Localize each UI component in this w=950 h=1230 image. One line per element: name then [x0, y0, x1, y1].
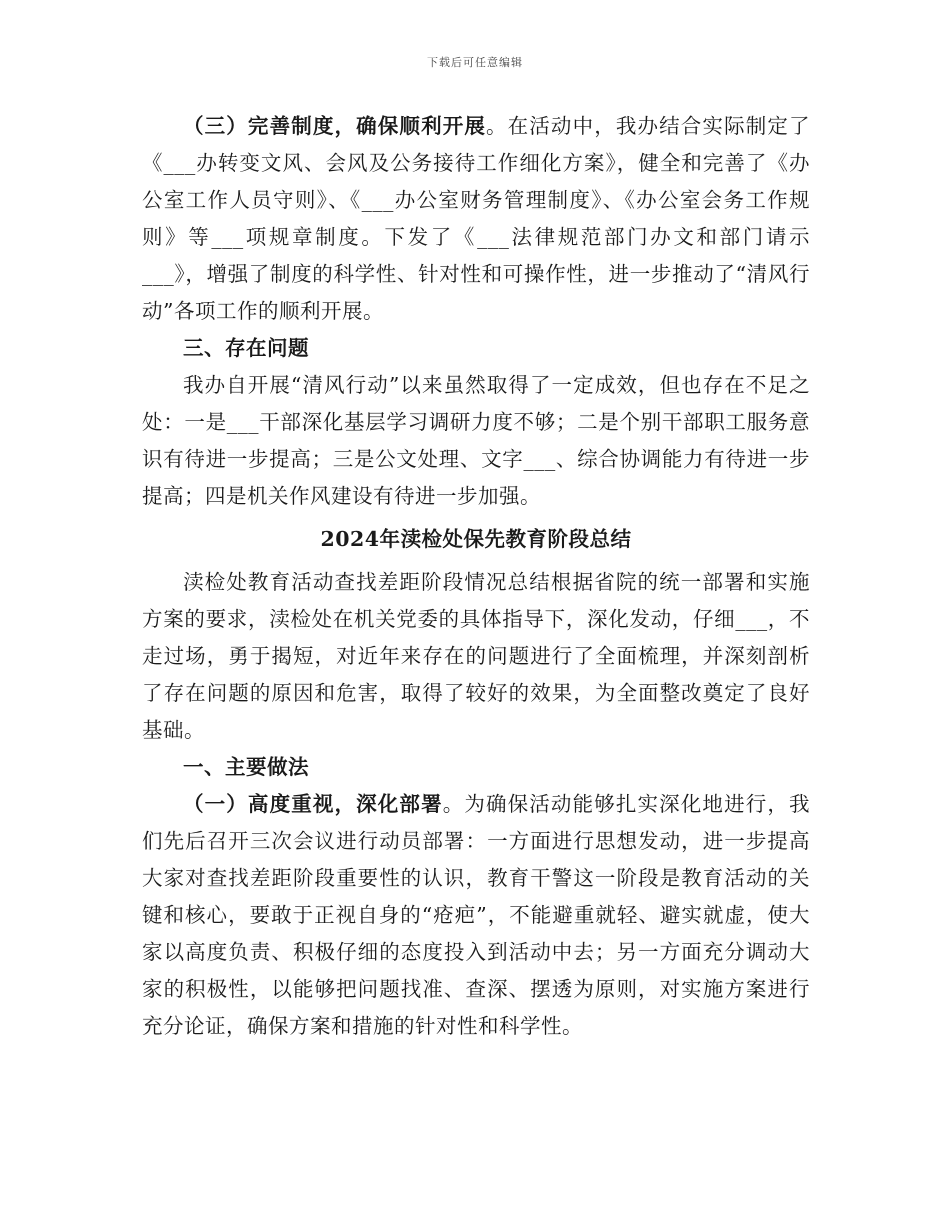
- paragraph-deployment: [142, 786, 810, 1045]
- paragraph-text: 。为确保活动能够扎实深化地进行，我们先后召开三次会议进行动员部署：一方面进行思想发动，进一步提高大家对查找差距阶段重要性的认识，教育干警这一阶段是教育活动的关键和核心，要敢于正视自身的“疮疤”，不能避重就轻、避实就虚，使大家以高度负责、积极仔细的态度投入到活动中去；另一方面充分调动大家的积极性，以能够把问题找准、查深、摆透为原则，对实施方案进行充分论证，确保方案和措施的针对性和科学性。: [142, 792, 811, 1038]
- paragraph-intro: 渎检处教育活动查找差距阶段情况总结根据省院的统一部署和实施方案的要求，渎检处在机关党委的具体指导下，深化发动，仔细___，不走过场，勇于揭短，对近年来存在的问题进行了全面梳理，并深刻剖析了存在问题的原因和危害，取得了较好的效果，为全面整改奠定了良好基础。: [142, 570, 810, 742]
- paragraph-lead: （三）完善制度，确保顺利开展: [183, 114, 486, 138]
- paragraph-text: 。在活动中，我办结合实际制定了《___办转变文风、会风及公务接待工作细化方案》，健全和完善了《办公室工作人员守则》、《___办公室财务管理制度》、《办公室会务工作规则》等___项规章制度。下发了《___法律规范部门办文和部门请示___》，增强了制度的科学性、针对性和可操作性，进一步推动了“清风行动”各项工作的顺利开展。: [142, 114, 810, 323]
- section-heading-main-practices: 一、主要做法: [183, 755, 309, 779]
- paragraph-problems: 我办自开展“清风行动”以来虽然取得了一定成效，但也存在不足之处：一是___干部深化基层学习调研力度不够；二是个别干部职工服务意识有待进一步提高；三是公文处理、文字___、综合协调能力有待进一步提高；四是机关作风建设有待进一步加强。: [142, 373, 810, 508]
- document-title: 2024年渎检处保先教育阶段总结: [320, 527, 632, 551]
- document-body: [142, 108, 810, 1045]
- paragraph-improve-system: [142, 108, 810, 330]
- paragraph-lead: （一）高度重视，深化部署: [183, 792, 443, 816]
- header-note: 下载后可任意编辑: [427, 56, 523, 69]
- section-heading-problems: 三、存在问题: [183, 336, 309, 360]
